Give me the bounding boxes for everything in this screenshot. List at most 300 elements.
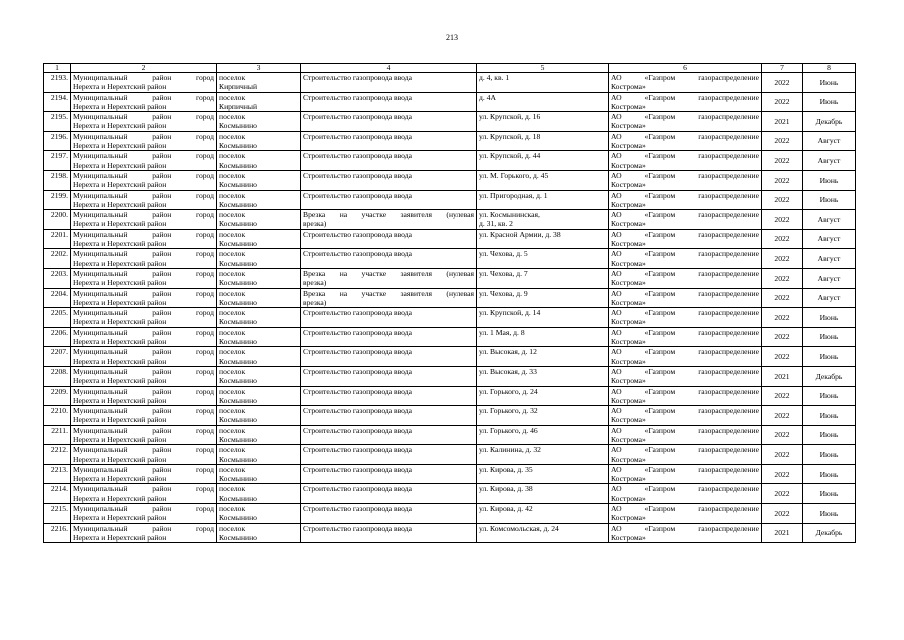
work-cell-line1: Строительство газопровода ввода [303,151,412,161]
row-number: 2209. [44,386,71,406]
district-cell-line1: Муниципальный район город [73,210,214,220]
year-cell: 2022 [762,464,803,484]
address-cell [477,73,609,93]
header-cell-6: 6 [609,64,762,73]
organization-cell [609,464,762,484]
district-cell-line1: Муниципальный район город [73,249,214,259]
address-cell [477,151,609,171]
organization-cell-line1: АО «Газпром газораспределение [611,288,759,298]
table-row [44,445,856,465]
district-cell [71,347,217,367]
table-row [44,190,856,210]
locality-cell-line2: Космынино [219,239,257,249]
month-cell: Декабрь [803,112,856,132]
organization-cell [609,406,762,426]
header-row [44,64,856,73]
table-row [44,210,856,230]
work-cell-line2: врезка) [303,219,327,229]
work-cell-line1: Строительство газопровода ввода [303,308,412,318]
locality-cell-line1: поселок [219,484,246,494]
organization-cell-line2: Кострома» [611,474,646,484]
row-number: 2195. [44,112,71,132]
district-cell-line2: Нерехта и Нерехтский район [73,454,167,464]
district-cell-line2: Нерехта и Нерехтский район [73,239,167,249]
table-row [44,386,856,406]
district-cell-line1: Муниципальный район город [73,268,214,278]
work-cell-line1: Строительство газопровода ввода [303,425,412,435]
address-cell [477,464,609,484]
organization-cell-line1: АО «Газпром газораспределение [611,366,759,376]
table-row [44,406,856,426]
organization-cell-line2: Кострома» [611,180,646,190]
district-cell-line1: Муниципальный район город [73,308,214,318]
organization-cell [609,170,762,190]
address-cell [477,523,609,543]
work-cell [301,464,477,484]
work-cell [301,406,477,426]
district-cell [71,73,217,93]
locality-cell-line1: поселок [219,425,246,435]
work-cell-line1: Строительство газопровода ввода [303,170,412,180]
table-row [44,170,856,190]
year-cell: 2022 [762,190,803,210]
organization-cell [609,445,762,465]
address-cell [477,504,609,524]
district-cell-line2: Нерехта и Нерехтский район [73,141,167,151]
district-cell [71,288,217,308]
month-cell: Декабрь [803,366,856,386]
locality-cell-line1: поселок [219,386,246,396]
row-number: 2206. [44,327,71,347]
work-cell-line1: Строительство газопровода ввода [303,131,412,141]
row-number: 2216. [44,523,71,543]
organization-cell [609,190,762,210]
locality-cell-line2: Космынино [219,297,257,307]
work-cell-line1: Врезка на участке заявителя (нулевая [303,210,474,220]
district-cell [71,327,217,347]
district-cell [71,210,217,230]
locality-cell-line2: Космынино [219,395,257,405]
locality-cell [217,73,301,93]
address-cell-line2: д. 31, кв. 2 [479,219,513,229]
month-cell: Июнь [803,347,856,367]
locality-cell-line1: поселок [219,327,246,337]
locality-cell-line2: Космынино [219,434,257,444]
work-cell-line1: Строительство газопровода ввода [303,504,412,514]
work-cell-line1: Строительство газопровода ввода [303,327,412,337]
work-cell [301,73,477,93]
work-cell-line1: Строительство газопровода ввода [303,523,412,533]
month-cell: Июнь [803,386,856,406]
district-cell-line2: Нерехта и Нерехтский район [73,101,167,111]
locality-cell [217,249,301,269]
work-cell [301,131,477,151]
address-cell [477,484,609,504]
work-cell-line1: Строительство газопровода ввода [303,484,412,494]
locality-cell-line1: поселок [219,464,246,474]
district-cell-line1: Муниципальный район город [73,112,214,122]
year-cell: 2022 [762,131,803,151]
district-cell [71,445,217,465]
locality-cell-line2: Космынино [219,160,257,170]
organization-cell [609,366,762,386]
locality-cell [217,92,301,112]
table-row [44,131,856,151]
month-cell: Август [803,249,856,269]
row-number: 2207. [44,347,71,367]
locality-cell [217,366,301,386]
work-cell [301,504,477,524]
table-row [44,366,856,386]
district-cell [71,386,217,406]
work-cell [301,92,477,112]
address-cell [477,425,609,445]
district-cell [71,131,217,151]
locality-cell [217,406,301,426]
organization-cell-line2: Кострома» [611,101,646,111]
address-cell-line1: д. 4А [479,92,496,102]
month-cell: Август [803,210,856,230]
district-cell-line1: Муниципальный район город [73,366,214,376]
table-row [44,425,856,445]
organization-cell-line2: Кострома» [611,278,646,288]
locality-cell-line1: поселок [219,406,246,416]
work-cell [301,347,477,367]
year-cell: 2022 [762,268,803,288]
work-cell-line1: Строительство газопровода ввода [303,464,412,474]
month-cell: Август [803,131,856,151]
locality-cell-line2: Космынино [219,532,257,542]
work-cell [301,445,477,465]
district-cell [71,406,217,426]
district-cell-line2: Нерехта и Нерехтский район [73,513,167,523]
month-cell: Июнь [803,484,856,504]
organization-cell-line1: АО «Газпром газораспределение [611,327,759,337]
month-cell: Август [803,151,856,171]
month-cell: Декабрь [803,523,856,543]
header-cell-4: 4 [301,64,477,73]
organization-cell [609,425,762,445]
organization-cell-line2: Кострома» [611,395,646,405]
district-cell-line2: Нерехта и Нерехтский район [73,219,167,229]
address-cell-line1: ул. Кирова, д. 38 [479,484,533,494]
locality-cell [217,308,301,328]
locality-cell [217,170,301,190]
district-cell-line1: Муниципальный район город [73,464,214,474]
district-cell [71,112,217,132]
locality-cell-line2: Космынино [219,219,257,229]
address-cell-line1: ул. Кирова, д. 35 [479,464,533,474]
locality-cell-line2: Космынино [219,454,257,464]
district-cell [71,308,217,328]
year-cell: 2022 [762,170,803,190]
work-cell [301,308,477,328]
locality-cell-line2: Космынино [219,141,257,151]
district-cell-line2: Нерехта и Нерехтский район [73,356,167,366]
table-row [44,484,856,504]
address-cell-line1: ул. Крупской, д. 14 [479,308,541,318]
address-cell [477,249,609,269]
organization-cell-line2: Кострома» [611,239,646,249]
address-cell [477,190,609,210]
district-cell [71,366,217,386]
organization-cell [609,327,762,347]
address-cell-line1: ул. Кирова, д. 42 [479,504,533,514]
year-cell: 2021 [762,366,803,386]
locality-cell [217,347,301,367]
work-cell-line1: Строительство газопровода ввода [303,249,412,259]
year-cell: 2022 [762,210,803,230]
locality-cell-line2: Космынино [219,415,257,425]
row-number: 2197. [44,151,71,171]
row-number: 2205. [44,308,71,328]
row-number: 2211. [44,425,71,445]
month-cell: Июнь [803,406,856,426]
locality-cell-line2: Кирпичный [219,101,258,111]
address-cell [477,445,609,465]
gasification-table [43,63,856,543]
district-cell-line1: Муниципальный район город [73,347,214,357]
organization-cell-line1: АО «Газпром газораспределение [611,386,759,396]
work-cell-line1: Строительство газопровода ввода [303,445,412,455]
row-number: 2200. [44,210,71,230]
district-cell-line2: Нерехта и Нерехтский район [73,376,167,386]
organization-cell-line1: АО «Газпром газораспределение [611,504,759,514]
locality-cell-line1: поселок [219,73,246,82]
work-cell [301,151,477,171]
organization-cell-line1: АО «Газпром газораспределение [611,484,759,494]
district-cell [71,484,217,504]
district-cell-line2: Нерехта и Нерехтский район [73,199,167,209]
district-cell-line2: Нерехта и Нерехтский район [73,434,167,444]
row-number: 2198. [44,170,71,190]
district-cell [71,425,217,445]
year-cell: 2021 [762,112,803,132]
locality-cell [217,523,301,543]
header-cell-1: 1 [44,64,71,73]
work-cell [301,386,477,406]
locality-cell-line2: Космынино [219,474,257,484]
row-number: 2199. [44,190,71,210]
district-cell-line1: Муниципальный район город [73,386,214,396]
month-cell: Июнь [803,308,856,328]
district-cell-line1: Муниципальный район город [73,425,214,435]
district-cell-line1: Муниципальный район город [73,523,214,533]
organization-cell-line2: Кострома» [611,219,646,229]
locality-cell [217,464,301,484]
organization-cell-line1: АО «Газпром газораспределение [611,170,759,180]
organization-cell-line1: АО «Газпром газораспределение [611,249,759,259]
year-cell: 2022 [762,92,803,112]
locality-cell-line1: поселок [219,131,246,141]
address-cell-line1: ул. Космынинская, [479,210,540,220]
table-row [44,249,856,269]
locality-cell [217,504,301,524]
work-cell [301,112,477,132]
address-cell-line1: ул. Горького, д. 46 [479,425,538,435]
work-cell-line1: Строительство газопровода ввода [303,92,412,102]
row-number: 2210. [44,406,71,426]
locality-cell-line2: Космынино [219,180,257,190]
district-cell-line2: Нерехта и Нерехтский район [73,278,167,288]
year-cell: 2022 [762,308,803,328]
work-cell-line1: Строительство газопровода ввода [303,112,412,122]
address-cell [477,210,609,230]
address-cell [477,327,609,347]
district-cell-line1: Муниципальный район город [73,131,214,141]
locality-cell-line2: Космынино [219,121,257,131]
locality-cell-line2: Космынино [219,199,257,209]
work-cell-line1: Строительство газопровода ввода [303,406,412,416]
address-cell [477,406,609,426]
work-cell [301,484,477,504]
address-cell-line1: ул. Крупской, д. 44 [479,151,541,161]
district-cell-line1: Муниципальный район город [73,445,214,455]
organization-cell [609,210,762,230]
table-row [44,464,856,484]
work-cell-line1: Строительство газопровода ввода [303,347,412,357]
organization-cell-line2: Кострома» [611,434,646,444]
locality-cell-line1: поселок [219,268,246,278]
organization-cell-line1: АО «Газпром газораспределение [611,131,759,141]
district-cell-line1: Муниципальный район город [73,288,214,298]
locality-cell-line1: поселок [219,366,246,376]
district-cell-line1: Муниципальный район город [73,190,214,200]
year-cell: 2022 [762,327,803,347]
address-cell-line1: ул. Высокая, д. 33 [479,366,537,376]
organization-cell-line2: Кострома» [611,199,646,209]
address-cell-line1: ул. Чехова, д. 5 [479,249,528,259]
locality-cell [217,386,301,406]
organization-cell [609,92,762,112]
locality-cell-line1: поселок [219,504,246,514]
organization-cell-line1: АО «Газпром газораспределение [611,92,759,102]
work-cell [301,229,477,249]
district-cell-line2: Нерехта и Нерехтский район [73,180,167,190]
address-cell-line1: ул. Высокая, д. 12 [479,347,537,357]
locality-cell [217,131,301,151]
district-cell-line1: Муниципальный район город [73,170,214,180]
district-cell-line2: Нерехта и Нерехтский район [73,493,167,503]
locality-cell-line1: поселок [219,92,246,102]
address-cell-line1: д. 4, кв. 1 [479,73,510,82]
district-cell-line1: Муниципальный район город [73,151,214,161]
work-cell [301,425,477,445]
year-cell: 2022 [762,445,803,465]
organization-cell [609,268,762,288]
row-number: 2204. [44,288,71,308]
locality-cell-line2: Космынино [219,513,257,523]
district-cell-line2: Нерехта и Нерехтский район [73,297,167,307]
organization-cell [609,73,762,93]
work-cell [301,268,477,288]
header-cell-8: 8 [803,64,856,73]
header-cell-2: 2 [71,64,217,73]
row-number: 2193. [44,73,71,93]
table-row [44,308,856,328]
header-cell-7: 7 [762,64,803,73]
organization-cell-line2: Кострома» [611,141,646,151]
row-number: 2201. [44,229,71,249]
organization-cell [609,131,762,151]
work-cell [301,170,477,190]
row-number: 2214. [44,484,71,504]
address-cell-line1: ул. Горького, д. 32 [479,406,538,416]
organization-cell-line2: Кострома» [611,317,646,327]
organization-cell [609,229,762,249]
locality-cell-line1: поселок [219,288,246,298]
organization-cell-line2: Кострома» [611,415,646,425]
district-cell [71,170,217,190]
address-cell-line1: ул. 1 Мая, д. 8 [479,327,525,337]
work-cell [301,327,477,347]
district-cell-line2: Нерехта и Нерехтский район [73,121,167,131]
locality-cell-line1: поселок [219,249,246,259]
month-cell: Август [803,229,856,249]
locality-cell-line2: Космынино [219,258,257,268]
locality-cell-line2: Космынино [219,376,257,386]
month-cell: Август [803,268,856,288]
address-cell [477,131,609,151]
locality-cell [217,112,301,132]
row-number: 2194. [44,92,71,112]
table-row [44,327,856,347]
district-cell [71,464,217,484]
district-cell-line1: Муниципальный район город [73,406,214,416]
table-row [44,288,856,308]
district-cell-line1: Муниципальный район город [73,73,214,82]
locality-cell-line1: поселок [219,170,246,180]
locality-cell [217,268,301,288]
table-row [44,504,856,524]
address-cell-line1: ул. Крупской, д. 18 [479,131,541,141]
address-cell-line1: ул. Пригородная, д. 1 [479,190,548,200]
organization-cell [609,523,762,543]
district-cell-line2: Нерехта и Нерехтский район [73,415,167,425]
address-cell [477,268,609,288]
work-cell-line1: Строительство газопровода ввода [303,366,412,376]
table-row [44,73,856,93]
locality-cell-line1: поселок [219,308,246,318]
row-number: 2208. [44,366,71,386]
locality-cell-line2: Космынино [219,317,257,327]
organization-cell-line2: Кострома» [611,356,646,366]
district-cell [71,151,217,171]
table-row [44,268,856,288]
month-cell: Июнь [803,73,856,93]
month-cell: Июнь [803,190,856,210]
year-cell: 2022 [762,288,803,308]
work-cell [301,366,477,386]
locality-cell [217,151,301,171]
work-cell-line1: Врезка на участке заявителя (нулевая [303,288,474,298]
organization-cell-line2: Кострома» [611,82,646,92]
table-row [44,229,856,249]
organization-cell-line2: Кострома» [611,121,646,131]
organization-cell-line2: Кострома» [611,513,646,523]
work-cell [301,288,477,308]
locality-cell-line1: поселок [219,190,246,200]
table-row [44,112,856,132]
work-cell-line1: Строительство газопровода ввода [303,386,412,396]
row-number: 2213. [44,464,71,484]
header-cell-5: 5 [477,64,609,73]
district-cell-line2: Нерехта и Нерехтский район [73,258,167,268]
district-cell-line1: Муниципальный район город [73,484,214,494]
organization-cell [609,288,762,308]
district-cell-line2: Нерехта и Нерехтский район [73,317,167,327]
organization-cell [609,504,762,524]
